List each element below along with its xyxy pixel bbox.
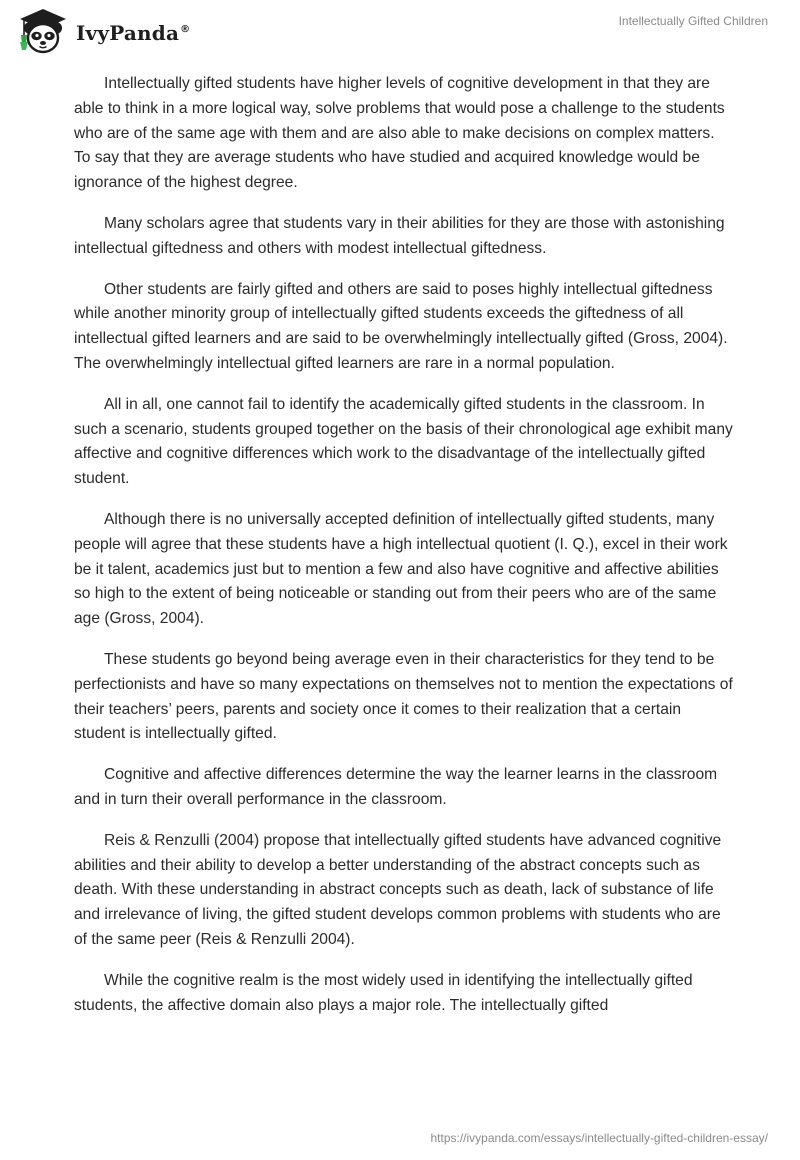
essay-body (74, 72, 734, 1034)
registered-mark: ® (180, 24, 191, 36)
ivypanda-logo[interactable] (14, 6, 190, 56)
logo-name: IvyPanda (76, 21, 180, 45)
paragraph: Although there is no universally accepted definition of intellectually gifted students, many people will agree that these students have a high intellectual quotient (I. Q.), excel in their work be it talent, academics just but to mention a few and also have cognitive and affective abilities so high to the extent of being noticeable or standing out from their peers who are of the same age (Gross, 2004). (74, 510, 728, 628)
paragraph: Intellectually gifted students have higher levels of cognitive development in that they are able to think in a more logical way, solve problems that would pose a challenge to the students who are of the same age with them and are also able to make decisions on complex matters. To say that they are average students who have studied and acquired knowledge would be ignorance of the highest degree. (74, 75, 725, 192)
source-url-link[interactable]: https://ivypanda.com/essays/intellectually-gifted-children-essay/ (430, 1131, 768, 1145)
page-header (0, 0, 800, 70)
paragraph: All in all, one cannot fail to identify the academically gifted students in the classroom. In such a scenario, students grouped together on the basis of their chronological age exhibit many affective and cognitive differences which work to the disadvantage of the intellectually gifted student. (74, 395, 733, 488)
paragraph: While the cognitive realm is the most widely used in identifying the intellectually gifted students, the affective domain also plays a major role. The intellectually gifted (74, 971, 693, 1014)
paragraph: Many scholars agree that students vary in their abilities for they are those with astonishing intellectual giftedness and others with modest intellectual giftedness. (74, 214, 725, 257)
running-title: Intellectually Gifted Children (618, 14, 768, 28)
panda-graduation-cap-icon (14, 6, 72, 56)
paragraph: These students go beyond being average even in their characteristics for they tend to be perfectionists and have so many expectations on themselves not to mention the expectations of their teachers’ peers, parents and society once it comes to their realization that a certain student is intellectually gifted. (74, 650, 733, 743)
paragraph: Reis & Renzulli (2004) propose that intellectually gifted students have advanced cognitive abilities and their ability to develop a better understanding of the abstract concepts such as death. With these understanding in abstract concepts such as death, lack of substance of life and irrelevance of living, the gifted student develops common problems with students who are of the same peer (Reis & Renzulli 2004). (74, 831, 722, 948)
logo-wordmark (76, 21, 190, 45)
paragraph: Cognitive and affective differences determine the way the learner learns in the classroom and in turn their overall performance in the classroom. (74, 766, 718, 808)
paragraph: Other students are fairly gifted and others are said to poses highly intellectual giftedness while another minority group of intellectually gifted students exceeds the giftedness of all intellectual gifted learners and are said to be overwhelmingly intellectually gifted (Gross, 2004). The overwhelmingly intellectual gifted learners are rare in a normal population. (74, 280, 728, 372)
